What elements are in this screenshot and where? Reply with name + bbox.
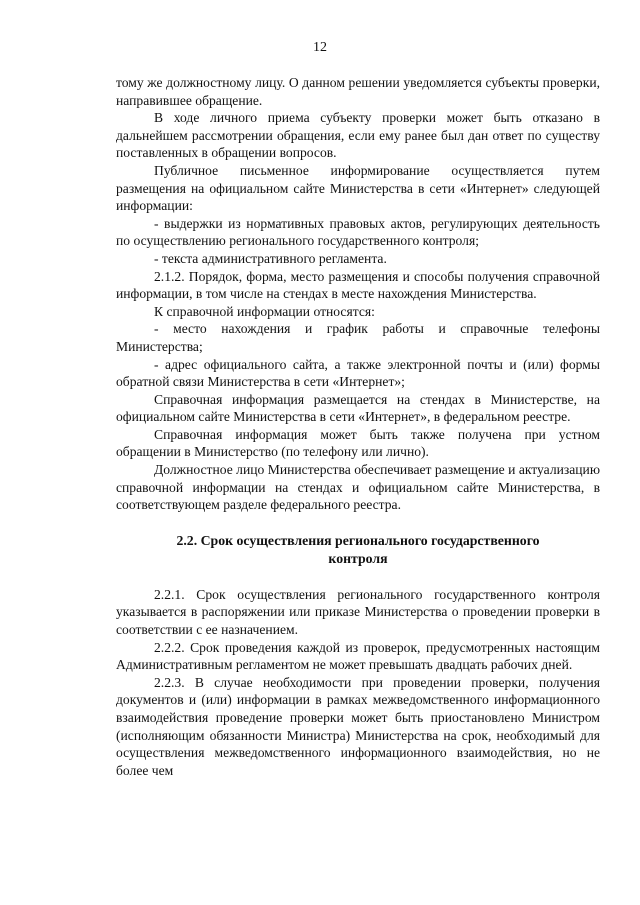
paragraph-2-2-2: 2.2.2. Срок проведения каждой из проверок, предусмотренных настоящим Административным регламентом не может превышать двадцать рабочих дней.: [116, 639, 600, 673]
paragraph-public-informing: Публичное письменное информирование осуществляется путем размещения на официальном сайте Министерства в сети «Интернет» следующей информации:: [116, 162, 600, 214]
paragraph-2-2-3: 2.2.3. В случае необходимости при проведении проверки, получения документов и (или) информации в рамках межведомственного информационного взаимодействия проведение проверки может быть приостановлено Министром (исполняющим обязанности Министра) Министерства на срок, необходимый для осуществления межведомственного информационного взаимодействия, но не более чем: [116, 674, 600, 778]
section-heading-2-2: [116, 532, 600, 568]
paragraph-reference-placement: Справочная информация размещается на стендах в Министерстве, на официальном сайте Министерства в сети «Интернет», в федеральном реестре.: [116, 391, 600, 425]
section-heading-line-1: 2.2. Срок осуществления регионального государственного: [176, 532, 540, 548]
paragraph-2-2-1: 2.2.1. Срок осуществления регионального государственного контроля указывается в распоряжении или приказе Министерства о проведении проверки в соответствии с ее назначением.: [116, 586, 600, 638]
paragraph-oral-request: Справочная информация может быть также получена при устном обращении в Министерство (по телефону или лично).: [116, 426, 600, 460]
list-item-regulation-text: - текста административного регламента.: [154, 250, 387, 266]
list-item-website-address: - адрес официального сайта, а также электронной почты и (или) формы обратной связи Министерства в сети «Интернет»;: [116, 356, 600, 390]
paragraph-personal-reception: В ходе личного приема субъекту проверки может быть отказано в дальнейшем рассмотрении обращения, если ему ранее был дан ответ по существу поставленных в обращении вопросов.: [116, 110, 600, 161]
paragraph-2-1-2: 2.1.2. Порядок, форма, место размещения и способы получения справочной информации, в том числе на стендах в месте нахождения Министерства.: [116, 268, 600, 302]
list-item-location-schedule: - место нахождения и график работы и справочные телефоны Министерства;: [116, 321, 600, 354]
paragraph-continuation: тому же должностному лицу. О данном решении уведомляется субъекты проверки, направившее обращение.: [116, 75, 600, 108]
document-body: [116, 74, 600, 779]
list-item-legal-acts: - выдержки из нормативных правовых актов, регулирующих деятельность по осуществлению регионального государственного контроля;: [116, 215, 600, 249]
section-heading-line-2: контроля: [328, 550, 388, 566]
paragraph-official-duty: Должностное лицо Министерства обеспечивает размещение и актуализацию справочной информации на стендах и официальном сайте Министерства, в соответствующем разделе федерального реестра.: [116, 462, 600, 513]
paragraph-reference-info-intro: К справочной информации относятся:: [154, 303, 375, 319]
page-number: 12: [313, 40, 327, 55]
